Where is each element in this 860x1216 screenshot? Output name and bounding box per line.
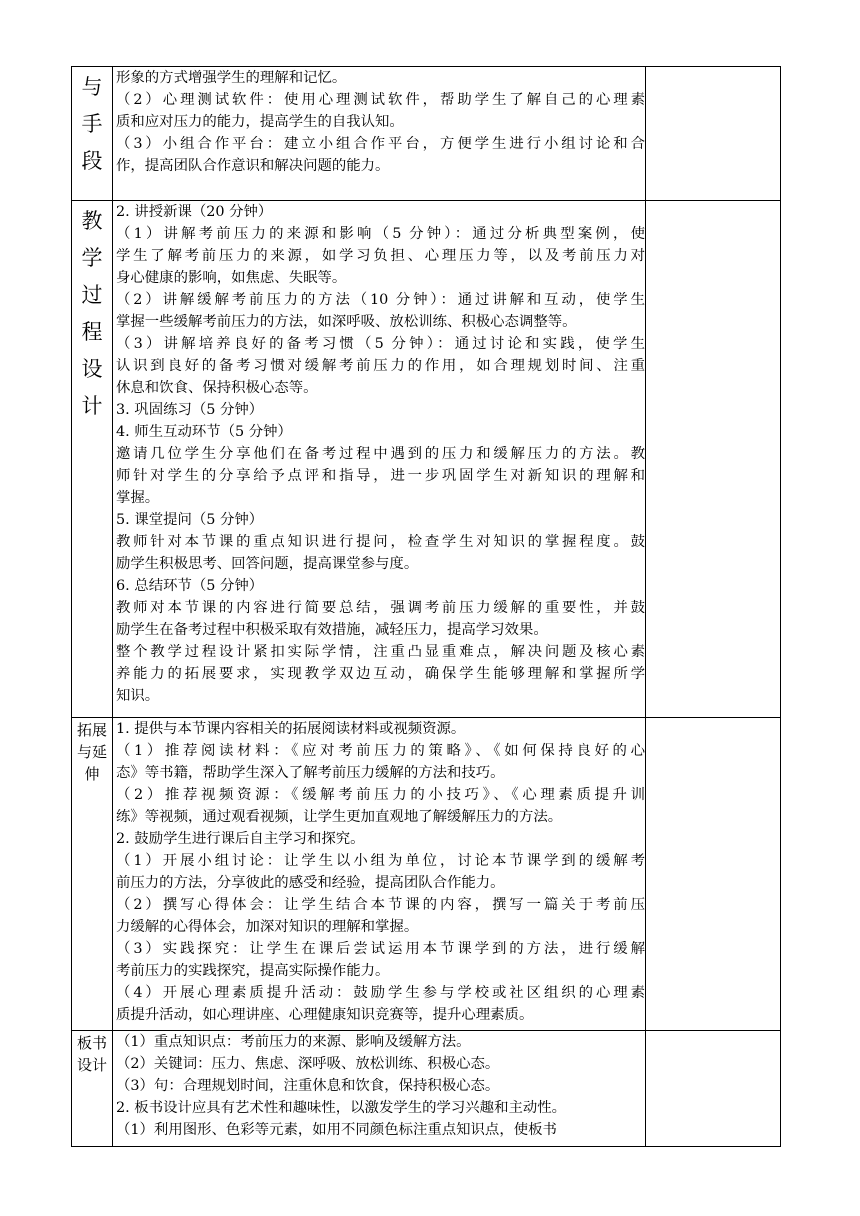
row-extra-cell — [646, 1031, 781, 1147]
content-line: （3）讲解培养良好的备考习惯（5 分钟）：通过讨论和实践，使学生 — [116, 336, 645, 352]
content-line: 师针对学生的分享给予点评和指导，进一步巩固学生对新知识的理解和 — [116, 468, 645, 484]
label-chars — [72, 201, 112, 425]
content-line: （3）小组合作平台：建立小组合作平台，方便学生进行小组讨论和合 — [116, 136, 645, 152]
label-char: 学 — [81, 246, 103, 270]
row-label-extension — [72, 718, 113, 1031]
content-line: 教师针对本节课的重点知识进行提问，检查学生对知识的掌握程度。鼓 — [116, 534, 645, 550]
content-line: 形象的方式增强学生的理解和记忆。 — [116, 70, 347, 86]
row-content-teaching-process — [113, 201, 646, 718]
label-lines — [72, 1031, 112, 1076]
lesson-plan-table — [71, 66, 781, 1147]
label-char: 过 — [81, 283, 103, 307]
content-line: 2. 讲授新课（20 分钟） — [116, 204, 273, 220]
content-line: 3. 巩固练习（5 分钟） — [116, 402, 264, 418]
label-line: 与延 — [76, 743, 107, 761]
content-line: 身心健康的影响，如焦虑、失眠等。 — [116, 270, 347, 286]
label-char: 手 — [81, 112, 103, 136]
content-line: （1）重点知识点：考前压力的来源、影响及缓解方法。 — [116, 1034, 471, 1050]
content-line: （1）讲解考前压力的来源和影响（5 分钟）：通过分析典型案例，使 — [116, 226, 645, 242]
content-line: 2. 鼓励学生进行课后自主学习和探究。 — [116, 831, 365, 847]
content-line: （2）推荐视频资源：《缓解考前压力的小技巧》、《心理素质提升训 — [116, 787, 645, 803]
table-row-extension — [72, 718, 781, 1031]
label-char: 段 — [81, 149, 103, 173]
content-line: 考前压力的实践探究，提高实际操作能力。 — [116, 963, 390, 979]
label-char: 教 — [81, 209, 103, 233]
content-line: （2）撰写心得体会：让学生结合本节课的内容，撰写一篇关于考前压 — [116, 897, 645, 913]
content-line: 学生了解考前压力的来源，如学习负担、心理压力等，以及考前压力对 — [116, 248, 645, 264]
content-line: 教师对本节课的内容进行简要总结，强调考前压力缓解的重要性，并鼓 — [116, 600, 645, 616]
label-chars — [72, 67, 112, 180]
row-extra-cell — [646, 718, 781, 1031]
content-line: 前压力的方法，分享彼此的感受和经验，提高团队合作能力。 — [116, 875, 505, 891]
row-extra-cell — [646, 201, 781, 718]
label-line: 板书 — [76, 1034, 107, 1052]
content-line: 质提升活动，如心理讲座、心理健康知识竞赛等，提升心理素质。 — [116, 1007, 534, 1023]
row-content-extension — [113, 718, 646, 1031]
content-line: 练》等视频，通过观看视频，让学生更加直观地了解缓解压力的方法。 — [116, 809, 563, 825]
content-line: 整个教学过程设计紧扣实际学情，注重凸显重难点，解决问题及核心素 — [116, 644, 645, 660]
row-label-board-design — [72, 1031, 113, 1147]
content-line: （2）讲解缓解考前压力的方法（10 分钟）：通过讲解和互动，使学生 — [116, 292, 645, 308]
content-line: 掌握一些缓解考前压力的方法，如深呼吸、放松训练、积极心态调整等。 — [116, 314, 577, 330]
content-line: 掌握。 — [116, 490, 160, 506]
content-line: （2）心理测试软件：使用心理测试软件，帮助学生了解自己的心理素 — [116, 92, 645, 108]
content-line: 作，提高团队合作意识和解决问题的能力。 — [116, 158, 390, 174]
content-line: （1）利用图形、色彩等元素，如用不同颜色标注重点知识点，使板书 — [116, 1122, 557, 1138]
content-line: 休息和饮食、保持积极心态等。 — [116, 380, 318, 396]
label-char: 程 — [81, 320, 103, 344]
label-line: 设计 — [76, 1056, 107, 1074]
content-line: 1. 提供与本节课内容相关的拓展阅读材料或视频资源。 — [116, 721, 466, 737]
content-line: （2）关键词：压力、焦虑、深呼吸、放松训练、积极心态。 — [116, 1056, 500, 1072]
label-char: 计 — [81, 394, 103, 418]
content-line: 励学生积极思考、回答问题，提高课堂参与度。 — [116, 556, 419, 572]
label-line: 伸 — [84, 765, 100, 783]
table-row-teaching-process — [72, 201, 781, 718]
table-row-board-design — [72, 1031, 781, 1147]
content-line: 励学生在备考过程中积极采取有效措施，减轻压力，提高学习效果。 — [116, 622, 548, 638]
content-line: （4）开展心理素质提升活动：鼓励学生参与学校或社区组织的心理素 — [116, 985, 645, 1001]
content-line: 6. 总结环节（5 分钟） — [116, 578, 264, 594]
content-line: 5. 课堂提问（5 分钟） — [116, 512, 264, 528]
content-line: （1）开展小组讨论：让学生以小组为单位，讨论本节课学到的缓解考 — [116, 853, 645, 869]
content-line: （3）实践探究：让学生在课后尝试运用本节课学到的方法，进行缓解 — [116, 941, 645, 957]
label-line: 拓展 — [76, 721, 107, 739]
table-row-teaching-means — [72, 67, 781, 201]
label-lines — [72, 718, 112, 785]
content-line: 态》等书籍，帮助学生深入了解考前压力缓解的方法和技巧。 — [116, 765, 505, 781]
content-line: （1）推荐阅读材料：《应对考前压力的策略》、《如何保持良好的心 — [116, 743, 645, 759]
content-line: 邀请几位学生分享他们在备考过程中遇到的压力和缓解压力的方法。教 — [116, 446, 645, 462]
label-char: 设 — [81, 357, 103, 381]
row-content-teaching-means — [113, 67, 646, 201]
content-line: （3）句：合理规划时间，注重休息和饮食，保持积极心态。 — [116, 1078, 500, 1094]
row-label-teaching-process — [72, 201, 113, 718]
content-line: 知识。 — [116, 688, 160, 704]
content-line: 认识到良好的备考习惯对缓解考前压力的作用，如合理规划时间、注重 — [116, 358, 645, 374]
content-line: 质和应对压力的能力，提高学生的自我认知。 — [116, 114, 404, 130]
content-line: 2. 板书设计应具有艺术性和趣味性，以激发学生的学习兴趣和主动性。 — [116, 1100, 567, 1116]
content-line: 力缓解的心得体会，加深对知识的理解和掌握。 — [116, 919, 419, 935]
row-extra-cell — [646, 67, 781, 201]
label-char: 与 — [81, 75, 103, 99]
content-line: 养能力的拓展要求，实现教学双边互动，确保学生能够理解和掌握所学 — [116, 666, 645, 682]
content-line: 4. 师生互动环节（5 分钟） — [116, 424, 292, 440]
row-label-teaching-means — [72, 67, 113, 201]
row-content-board-design — [113, 1031, 646, 1147]
